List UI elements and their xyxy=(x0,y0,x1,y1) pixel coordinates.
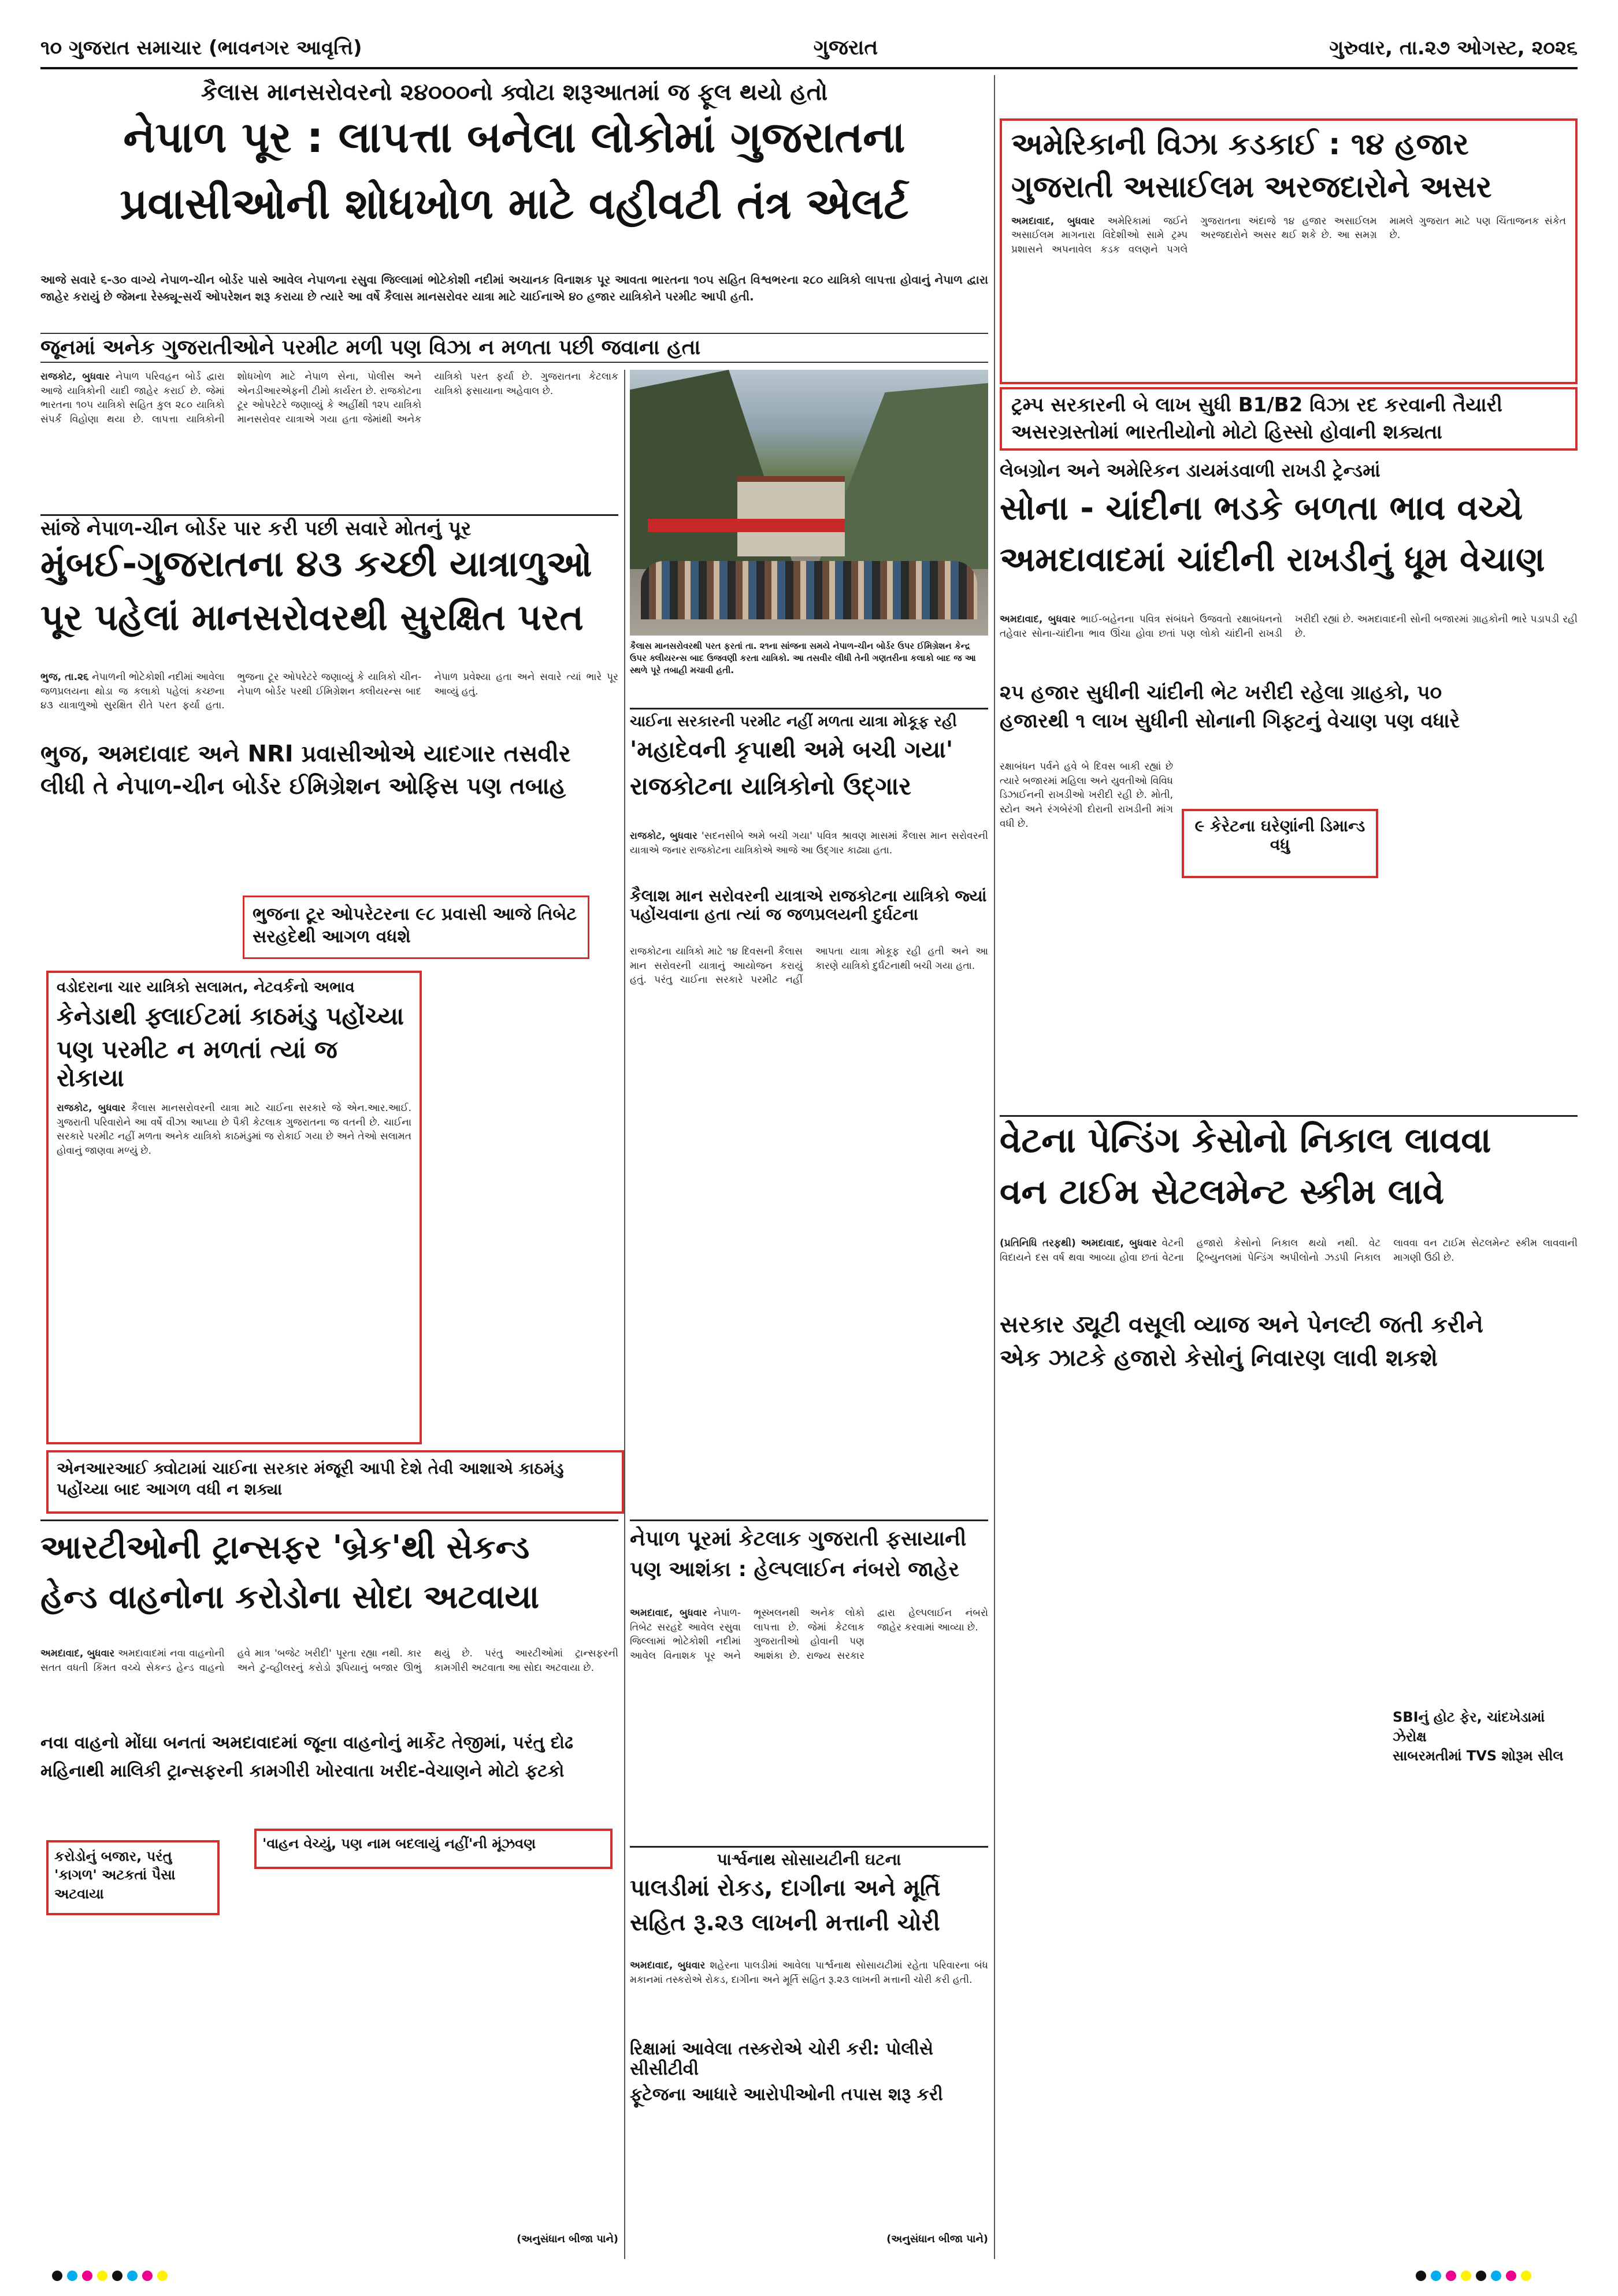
story2-body xyxy=(40,670,618,735)
story10-body-text: અમદાવાદમાં નવા વાહનોની સતત વધતી કિંમત વચ્ચે સેકન્ડ હેન્ડ વાહનો હવે માત્ર 'બજેટ ખરીદી' પૂરતા રહ્યા નથી. કાર અને ટુ-વ્હીલરનું કરોડો રૂપિયાનું બજાર ઊભું થયું છે. પરંતુ આરટીઓમાં ટ્રાન્સફરની કામગીરી અટવાતા આ સોદા અટવાયા છે. xyxy=(40,1648,618,1674)
story5-body-text: અમેરિકામાં જઈને અસાઈલમ માગનારા વિદેશીઓ સામે ટ્રમ્પ પ્રશાસને અપનાવેલ કડક વલણને પગલે ગુજરાતના અંદાજે ૧૪ હજાર અસાઈલમ અરજદારોને અસર થઈ શકે છે. આ સમગ્ર મામલે ગુજરાત માટે પણ ચિંતાજનક સંકેત છે. xyxy=(1011,215,1566,255)
story4-kicker-box xyxy=(630,708,988,734)
story10-continued: (અનુસંધાન બીજા પાને) xyxy=(517,2233,618,2245)
registration-dot xyxy=(52,2271,62,2281)
story3-dateline: રાજકોટ, બુધવાર xyxy=(57,1102,126,1114)
story4-intro-text: 'સદનસીબે અમે બચી ગયા' પવિત્ર શ્રાવણ માસમાં કૈલાસ માન સરોવરની યાત્રાએ જનાર રાજકોટના યાત્રિકોએ આજે આ ઉદ્ગાર કાઢ્યા હતા. xyxy=(630,830,988,856)
registration-dot xyxy=(142,2271,153,2281)
registration-dot xyxy=(127,2271,138,2281)
column-rule-1 xyxy=(624,370,625,1519)
masthead-date: ગુરુવાર, તા.૨૭ ઓગસ્ટ, ૨૦૨૬ xyxy=(1329,36,1578,60)
story10-box2: 'વાહન વેચ્યું, પણ નામ બદલાયું નહીં'ની મૂંઝવણ xyxy=(254,1829,613,1869)
story6-intro-text: ભાઈ-બહેનના પવિત્ર સંબંધને ઉજવતો રક્ષાબંધનનો તહેવાર સોના-ચાંદીના ભાવ ઊંચા હોવા છતાં પણ લોકો ચાંદીની રાખડી ખરીદી રહ્યાં છે. અમદાવાદની સોની બજારમાં ગ્રાહકોની ભારે પડાપડી રહી છે. xyxy=(1000,614,1578,640)
story2-subhead-line2: લીધી તે નેપાળ-ચીન બોર્ડર ઈમિગ્રેશન ઓફિસ પણ તબાહ xyxy=(40,773,566,800)
registration-dot xyxy=(1506,2271,1516,2281)
story2-headline-line1: મુંબઈ-ગુજરાતના ૪૩ કચ્છી યાત્રાળુઓ xyxy=(40,543,592,585)
photo-caption: કૈલાસ માનસરોવરથી પરત ફરતાં તા. ૨૧ના સાંજના સમયે નેપાળ-ચીન બોર્ડર ઉપર ઈમિગ્રેશન કેન્દ્ર ઉપર ક્લીયરન્સ બાદ ઉજવણી કરતા યાત્રિકો. આ તસવીર લીધી તેની ગણતરીના કલાકો બાદ જ આ સ્થળે પૂરે તબાહી મચાવી હતી. xyxy=(630,641,976,675)
registration-dot xyxy=(1461,2271,1471,2281)
story10-headline-block xyxy=(40,1519,618,1641)
story2-inset: ભુજના ટૂર ઓપરેટરના ૯૮ પ્રવાસી આજે તિબેટ સરહદેથી આગળ વધશે xyxy=(243,896,589,959)
story3-headline-line1: કેનેડાથી ફ્લાઈટમાં કાઠમંડુ પહોંચ્યા xyxy=(57,1002,404,1030)
story7-body-top xyxy=(1000,1236,1578,1306)
story9-dateline: અમદાવાદ, બુધવાર xyxy=(630,1960,706,1971)
story6-box-title: ૯ કેરેટના ઘરેણાંની ડિમાન્ડ વધુ xyxy=(1194,816,1365,855)
story7-subhead-line2: એક ઝાટકે હજારો કેસોનું નિવારણ લાવી શકશે xyxy=(1000,1345,1438,1372)
registration-dot xyxy=(1431,2271,1441,2281)
story7-side-box xyxy=(1393,1704,1578,1764)
story5-body xyxy=(1011,214,1566,347)
story9-kicker: પાર્શ્વનાથ સોસાયટીની ઘટના xyxy=(717,1849,901,1869)
story7-side-line2: સાબરમતીમાં TVS શોરૂમ સીલ xyxy=(1393,1748,1564,1764)
story7-body-text: વેટની વિદાયને દસ વર્ષ થવા આવ્યા હોવા છતાં વેટના હજારો કેસોનો નિકાલ થયો નથી. વેટ ટ્રિબ્યુનલમાં પેન્ડિંગ અપીલોનો ઝડપી નિકાલ લાવવા વન ટાઈમ સેટલમેન્ટ સ્કીમ લાવવાની માગણી ઉઠી છે. xyxy=(1000,1238,1578,1264)
story10-headline-line1: આરટીઓની ટ્રાન્સફર 'બ્રેક'થી સેકન્ડ xyxy=(40,1529,530,1566)
story9-body xyxy=(630,1959,988,2034)
story9-kicker-box xyxy=(630,1846,988,1871)
story4-headline-block xyxy=(630,737,988,823)
story10-subhead-line1: નવા વાહનો મોંઘા બનતાં અમદાવાદમાં જૂના વાહનોનું માર્કેટ તેજીમાં, પરંતુ દોઢ xyxy=(40,1733,573,1753)
story3-footer: એનઆરઆઈ ક્વોટામાં ચાઈના સરકાર મંજૂરી આપી દેશે તેવી આશાએ કાઠમંડુ પહોંચ્યા બાદ આગળ વધી ન શક્યા xyxy=(46,1450,624,1514)
story6-dateline: અમદાવાદ, બુધવાર xyxy=(1000,614,1076,625)
story10-subhead-block xyxy=(40,1733,618,1820)
story9-subhead-block xyxy=(630,2039,988,2109)
story10-body xyxy=(40,1647,618,1727)
registration-dot xyxy=(67,2271,77,2281)
story6-intro xyxy=(1000,612,1578,676)
story9-headline-line2: સહિત રૂ.૨૩ લાખની મત્તાની ચોરી xyxy=(630,1909,940,1936)
story6-subhead-block xyxy=(1000,682,1578,751)
story3-body xyxy=(57,1101,411,1158)
story2-dateline: ભુજ, તા.૨૬ xyxy=(40,671,89,683)
column-rule-3 xyxy=(624,1519,625,2259)
photo-building xyxy=(737,476,845,556)
story5-footer-line1: ટ્રમ્પ સરકારની બે લાખ સુધી B1/B2 વિઝા રદ કરવાની તૈયારી xyxy=(1011,393,1502,417)
story9-headline-block xyxy=(630,1875,988,1956)
registration-dot xyxy=(1521,2271,1531,2281)
story10-box1: કરોડોનું બજાર, પરંતુ 'કાગળ' અટકતાં પૈસા અટવાયા xyxy=(46,1840,220,1915)
story2-headline-block xyxy=(40,543,618,664)
story6-kicker-box xyxy=(1000,456,1578,484)
story7-headline-block xyxy=(1000,1121,1578,1231)
story6-body: રક્ષાબંધન પર્વને હવે બે દિવસ બાકી રહ્યાં છે ત્યારે બજારમાં મહિલા અને યુવતીઓ વિવિધ ડિઝાઈનની રાખડીઓ ખરીદી રહી છે. મોતી, સ્ટોન અને રંગબેરંગી દોરાની રાખડીની માંગ વધી છે. xyxy=(1000,761,1173,830)
story8-body-text: નેપાળ-તિબેટ સરહદે આવેલ રસુવા જિલ્લામાં ભોટેકોશી નદીમાં આવેલ વિનાશક પૂર અને ભૂસ્ખલનથી અનેક લોકો લાપત્તા છે. જેમાં કેટલાક ગુજરાતીઓ હોવાની પણ આશંકા છે. રાજ્ય સરકાર દ્વારા હેલ્પલાઈન નંબરો જાહેર કરવામાં આવ્યા છે. xyxy=(630,1607,988,1662)
story6-box xyxy=(1182,809,1378,878)
story7-dateline: અમદાવાદ, બુધવાર xyxy=(1081,1238,1157,1249)
story6-kicker: લેબગ્રોન અને અમેરિકન ડાયમંડવાળી રાખડી ટ્રેન્ડમાં xyxy=(1000,459,1381,481)
story6-subhead-line1: ૨૫ હજાર સુધીની ચાંદીની ભેટ ખરીદી રહેલા ગ્રાહકો, ૫૦ xyxy=(1000,681,1442,704)
lead-body-text: નેપાળ પરિવહન બોર્ડ દ્વારા આજે યાત્રિકોની યાદી જાહેર કરાઈ છે. જેમાં ભારતના ૧૦૫ યાત્રિકો સહિત કુલ ૨૮૦ યાત્રિકો સંપર્ક વિહોણા થયા છે. લાપત્તા યાત્રિકોની શોધખોળ માટે નેપાળ સેના, પોલીસ અને એનડીઆરએફની ટીમો કાર્યરત છે. રાજકોટના ટૂર ઓપરેટરે જણાવ્યું કે અહીંથી ૧૨૫ યાત્રિકો માનસરોવર યાત્રાએ ગયા હતા જેમાંથી અનેક યાત્રિકો પરત ફર્યા છે. ગુજરાતના કેટલાક યાત્રિકો ફસાયાના અહેવાલ છે. xyxy=(40,371,618,425)
story5-footer-line2: અસરગ્રસ્તોમાં ભારતીયોનો મોટો હિસ્સો હોવાની શક્યતા xyxy=(1011,421,1442,444)
story7-subhead-block xyxy=(1000,1312,1578,1387)
story7-headline-line1: વેટના પેન્ડિંગ કેસોનો નિકાલ લાવવા xyxy=(1000,1120,1491,1161)
story6-subhead-line2: હજારથી ૧ લાખ સુધીની સોનાની ગિફ્ટનું વેચાણ પણ વધારે xyxy=(1000,709,1460,733)
lead-headline-block xyxy=(40,113,988,263)
story4-subhead: કૈલાશ માન સરોવરની યાત્રાએ રાજકોટના યાત્રિકો જ્યાં પહોંચવાના હતા ત્યાં જ જળપ્રલયની દુર્ઘટના xyxy=(630,886,987,924)
story2-kicker-box xyxy=(40,514,618,541)
story8-dateline: અમદાવાદ, બુધવાર xyxy=(630,1607,707,1619)
story3-kicker: વડોદરાના ચાર યાત્રિકો સલામત, નેટવર્કનો અભાવ xyxy=(57,979,355,996)
registration-marks-right xyxy=(1416,2271,1589,2284)
story2-headline-line2: પૂર પહેલાં માનસરોવરથી સુરક્ષિત પરત xyxy=(40,596,584,639)
story9-body-text: શહેરના પાલડીમાં આવેલા પાર્શ્વનાથ સોસાયટીમાં રહેતા પરિવારના બંધ મકાનમાં તસ્કરોએ રોકડ, દાગીના અને મૂર્તિ સહિત રૂ.૨૩ લાખની મત્તાની ચોરી કરી હતી. xyxy=(630,1960,988,1986)
lead-subhead: જૂનમાં અનેક ગુજરાતીઓને પરમીટ મળી પણ વિઝા ન મળતા પછી જવાના હતા xyxy=(40,336,701,360)
story10-subhead-line2: મહિનાથી માલિકી ટ્રાન્સફરની કામગીરી ખોરવાતા ખરીદ-વેચાણને મોટો ફટકો xyxy=(40,1760,565,1781)
registration-dot xyxy=(1491,2271,1501,2281)
registration-dot xyxy=(157,2271,168,2281)
story3-headline-line2: પણ પરમીટ ન મળતાં ત્યાં જ રોકાયા xyxy=(57,1035,337,1092)
lead-kicker-box xyxy=(40,74,988,111)
story9-headline-line1: પાલડીમાં રોકડ, દાગીના અને મૂર્તિ xyxy=(630,1875,941,1901)
story2-kicker: સાંજે નેપાળ-ચીન બોર્ડર પાર કરી પછી સવારે મોતનું પૂર xyxy=(40,517,472,540)
masthead-section: ગુજરાત xyxy=(813,36,878,60)
lead-dateline: રાજકોટ, બુધવાર xyxy=(40,371,110,382)
registration-marks-left xyxy=(52,2271,225,2284)
story4-headline-line2: રાજકોટના યાત્રિકોનો ઉદ્ગાર xyxy=(630,772,912,800)
registration-dot xyxy=(1476,2271,1486,2281)
registration-dot xyxy=(112,2271,123,2281)
story5-headline: ગુજરાતી અસાઈલમ અરજદારોને અસર xyxy=(1011,169,1492,205)
story5-box xyxy=(1000,118,1578,384)
registration-dot xyxy=(1416,2271,1426,2281)
photo-banner xyxy=(648,519,845,532)
story2-subhead-line1: ભુજ, અમદાવાદ અને NRI પ્રવાસીઓએ યાદગાર તસવીર xyxy=(40,741,571,767)
lead-subhead-box xyxy=(40,333,988,363)
story2-subhead-block xyxy=(40,741,618,810)
story4-body: રાજકોટના યાત્રિકો માટે ૧૪ દિવસની કૈલાસ માન સરોવરની યાત્રાનું આયોજન કરાયું હતું. પરંતુ ચાઈના સરકારે પરમીટ નહીં આપતા યાત્રા મોકૂફ રહી હતી અને આ કારણે યાત્રિકો દુર્ઘટનાથી બચી ગયા હતા. xyxy=(630,946,988,986)
lead-intro: આજે સવારે ૬-૩૦ વાગ્યે નેપાળ-ચીન બોર્ડર પાસે આવેલ નેપાળના રસુવા જિલ્લામાં ભોટેકોશી નદીમાં અચાનક વિનાશક પૂર આવતા ભારતના ૧૦૫ સહિત વિશ્વભરના ૨૮૦ યાત્રિકો લાપત્તા હોવાનું નેપાળ દ્વારા જાહેર કરાયું છે જેમના રેસ્ક્યૂ-સર્ચ ઓપરેશન શરૂ કરાયા છે ત્યારે આ વર્ષે કૈલાસ માનસરોવર યાત્રા માટે ચાઈનાએ ૪૦ હજાર યાત્રિકોને પરમીટ આપી હતી. xyxy=(40,273,988,303)
story8-kicker: નેપાળ પૂરમાં કેટલાક ગુજરાતી ફસાયાની xyxy=(630,1527,967,1551)
story4-headline-line1: 'મહાદેવની કૃપાથી અમે બચી ગયા' xyxy=(630,737,953,763)
story5-dateline: અમદાવાદ, બુધવાર xyxy=(1011,215,1095,227)
story7-kicker: (પ્રતિનિધિ તરફથી) xyxy=(1000,1238,1076,1249)
story9-continued: (અનુસંધાન બીજા પાને) xyxy=(886,2233,988,2245)
photo-crowd xyxy=(641,561,978,619)
story9-subhead-line2: ફૂટેજના આધારે આરોપીઓની તપાસ શરૂ કરી xyxy=(630,2085,943,2105)
story4-intro xyxy=(630,829,988,881)
story6-headline-block xyxy=(1000,489,1578,604)
story7-side-line1: SBIનું હોટ ફેર, ચાંદખેડામાં ઝેરોક્ષ xyxy=(1393,1709,1545,1745)
story8-headline: પણ આશંકા : હેલ્પલાઈન નંબરો જાહેર xyxy=(630,1558,959,1582)
registration-dot xyxy=(97,2271,107,2281)
story2-body-text: નેપાળની ભોટેકોશી નદીમાં આવેલા જળપ્રલયના થોડા જ કલાકો પહેલાં કચ્છના ૪૩ યાત્રાળુઓ સુરક્ષિત રીતે પરત ફર્યા હતા. ભુજના ટૂર ઓપરેટરે જણાવ્યું કે યાત્રિકો ચીન-નેપાળ બોર્ડર પરથી ઈમિગ્રેશન ક્લીયરન્સ બાદ નેપાળ પ્રવેશ્યા હતા અને સવારે ત્યાં ભારે પૂર આવ્યું હતું. xyxy=(40,671,618,712)
lead-kicker: કૈલાસ માનસરોવરનો ૨૪૦૦૦નો ક્વોટા શરૂઆતમાં જ ફૂલ થયો હતો xyxy=(201,79,828,106)
story10-headline-line2: હેન્ડ વાહનોના કરોડોના સોદા અટવાયા xyxy=(40,1578,540,1617)
masthead xyxy=(40,29,1578,69)
story4-dateline: રાજકોટ, બુધવાર xyxy=(630,830,697,842)
masthead-paper-name: ૧૦ ગુજરાત સમાચાર (ભાવનગર આવૃત્તિ) xyxy=(40,36,362,60)
story9-subhead-line1: રિક્ષામાં આવેલા તસ્કરોએ ચોરી કરી: પોલીસે સીસીટીવી xyxy=(630,2039,934,2079)
news-photo xyxy=(630,370,988,636)
lead-headline-line1: નેપાળ પૂર : લાપત્તા બનેલા લોકોમાં ગુજરાતના xyxy=(123,113,906,162)
story5-kicker: અમેરિકાની વિઝા કડકાઈ : ૧૪ હજાર xyxy=(1011,127,1469,162)
story3-body-text: કૈલાસ માનસરોવરની યાત્રા માટે ચાઈના સરકારે જે એન.આર.આઈ. ગુજરાતી પરિવારોને આ વર્ષે વીઝા આપ્યા છે પૈકી કેટલાક ગુજરાતના જ વતની છે. ચાઈના સરકારે પરમીટ નહીં મળતા અનેક યાત્રિકો કાઠમંડુમાં જ રોકાઈ ગયા છે અને તેઓ સલામત હોવાનું જાણવા મળ્યું છે. xyxy=(57,1102,411,1157)
lead-body xyxy=(40,370,618,508)
story7-headline-line2: વન ટાઈમ સેટલમેન્ટ સ્કીમ લાવે xyxy=(1000,1172,1445,1212)
story8-headline-block xyxy=(630,1519,988,1600)
story3-box xyxy=(46,971,422,1444)
registration-dot xyxy=(82,2271,92,2281)
story8-body xyxy=(630,1606,988,1831)
story4-kicker: ચાઈના સરકારની પરમીટ નહીં મળતા યાત્રા મોકૂફ રહી xyxy=(630,713,957,730)
lead-headline-line2: પ્રવાસીઓની શોધખોળ માટે વહીવટી તંત્ર એલર્ટ xyxy=(120,179,909,229)
story7-subhead-line1: સરકાર ડ્યૂટી વસૂલી વ્યાજ અને પેનલ્ટી જતી કરીને xyxy=(1000,1312,1483,1338)
registration-dot xyxy=(1446,2271,1456,2281)
story10-dateline: અમદાવાદ, બુધવાર xyxy=(40,1648,115,1659)
column-rule-2 xyxy=(994,75,995,2259)
story6-headline-line2: અમદાવાદમાં ચાંદીની રાખડીનું ધૂમ વેચાણ xyxy=(1000,539,1545,579)
story5-footer-box xyxy=(1000,387,1578,451)
story6-headline-line1: સોના - ચાંદીના ભડકે બળતા ભાવ વચ્ચે xyxy=(1000,488,1523,527)
